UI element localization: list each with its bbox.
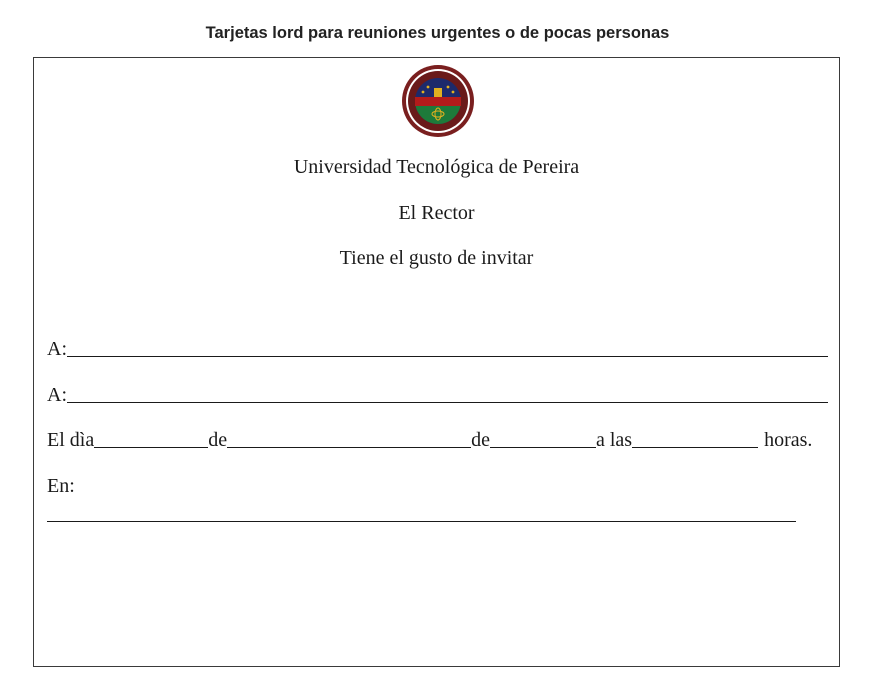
date-de-label: de [208,429,228,451]
recipient-field [67,355,828,357]
invite-text: Tiene el gusto de invitar [339,247,534,269]
day-field [94,446,208,448]
time-field [632,446,758,448]
time-suffix: horas. [764,429,813,451]
recipient-label: A: [47,384,67,406]
date-row [47,429,812,452]
university-seal-icon [401,64,475,138]
year-field [490,446,596,448]
time-prefix: a las [596,429,633,451]
date-prefix: El dìa [47,429,95,451]
page-title: Tarjetas lord para reuniones urgentes o de pocas personas [205,24,670,42]
recipient-row-2 [47,384,828,407]
recipient-row-1 [47,338,828,361]
invitation-card [33,57,840,667]
recipient-label: A: [47,338,67,360]
university-name: Universidad Tecnológica de Pereira [293,156,580,178]
recipient-field [67,401,828,403]
place-label: En: [47,475,75,497]
place-field [47,521,796,522]
month-field [227,446,471,448]
place-row [47,475,75,498]
date-de-label: de [471,429,490,451]
rector-label: El Rector [398,202,475,224]
